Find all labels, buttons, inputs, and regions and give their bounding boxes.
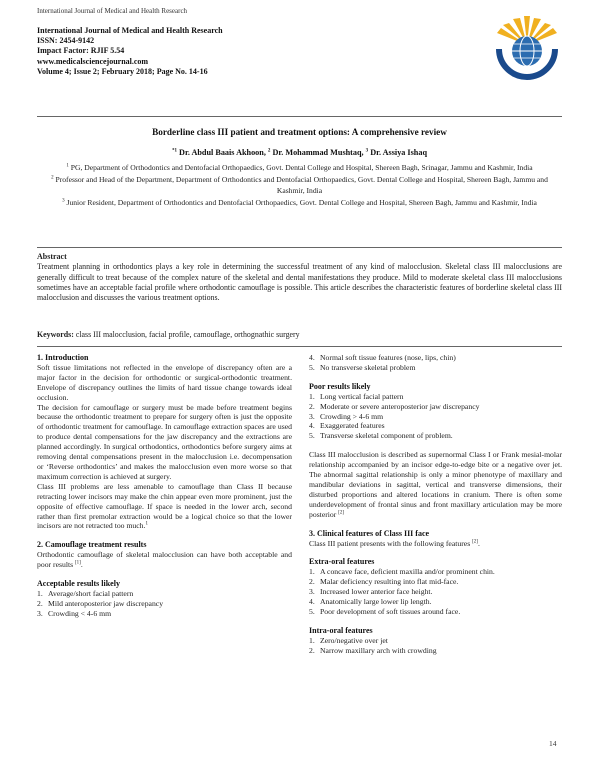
running-head: International Journal of Medical and Health Research <box>37 7 188 15</box>
paragraph: Orthodontic camouflage of skeletal malocclusion can have both acceptable and poor results [1]. <box>37 550 292 570</box>
intra-oral-list <box>309 636 562 656</box>
affiliation: $^2$ Professor and Head of the Department, Department of Orthodontics and Dentofacial Orthopaedics, Govt. Dental College and Hospital, Shereen Bagh, Jammu and Kashmir, India <box>51 175 548 195</box>
keywords-text: class III malocclusion, facial profile, camouflage, orthognathic surgery <box>75 330 300 339</box>
subsection-heading: Acceptable results likely <box>37 579 120 589</box>
abstract-heading: Abstract <box>37 252 67 261</box>
subsection-heading: Intra-oral features <box>309 625 373 635</box>
keywords-divider <box>37 346 562 347</box>
list-item: 2. Mild anteroposterior jaw discrepancy <box>37 598 164 608</box>
issn: ISSN: 2454-9142 <box>37 36 95 46</box>
keywords-label: Keywords: <box>37 330 74 339</box>
author-sup: 3 <box>365 148 369 154</box>
list-item: 4. Exaggerated features <box>309 421 385 431</box>
list-item: 5. Transverse skeletal component of problem. <box>309 431 453 441</box>
journal-name: International Journal of Medical and Health Research <box>37 26 223 35</box>
list-item: 3. Crowding > 4-6 mm <box>309 411 384 421</box>
header-divider <box>37 116 562 117</box>
list-item: 2. Malar deficiency resulting into flat mid-face. <box>309 577 459 587</box>
abstract-divider <box>37 247 562 248</box>
list-item: 3. Crowding < 4-6 mm <box>37 608 112 618</box>
paragraph: The decision for camouflage or surgery must be made before treatment begins because the orthodontic treatment to prepare for surgery often is just the opposite of orthodontic treatment for camouflage. In camouflage extraction spaces are used to produce dental compensations for the jaw discrepancy and the extractions are planned accordingly. In surgical orthodontics, orthodontics before surgery aims at removing dental compensations present in the malocclusion i.e. decompensation or ‘Reverse orthodontics’ and makes the malocclusion even more worse so that maximum correction is achieved at surgery. <box>37 402 292 481</box>
affiliations <box>37 163 562 210</box>
journal-masthead <box>37 26 223 77</box>
list-item: 5. Poor development of soft tissues around face. <box>309 606 461 616</box>
list-item: 4. Normal soft tissue features (nose, lips, chin) <box>309 353 456 362</box>
paragraph: Class III problems are less amenable to camouflage than Class II because retracting lower incisors may make the chin appear even more prominent, just the opposite of effective camouflage. If space is needed in the lower arch, second rather than first premolar extraction would be a logical choice so that the lower incisors are not retracted too much.$^1$ <box>37 481 292 531</box>
section-heading: 2. Camouflage treatment results <box>37 540 147 550</box>
section-heading: 3. Clinical features of Class III face <box>309 528 430 538</box>
list-item: 1. Zero/negative over jet <box>309 635 388 645</box>
author-name: Dr. Abdul Baais Akhoon, <box>179 148 266 157</box>
list-item: 1. Long vertical facial pattern <box>309 391 404 401</box>
paragraph: Class III malocclusion is described as supernormal Class I or Frank mesial-molar relationship accompanied by an incisor edge-to-edge bite or a negative over jet. The abnormal sagittal relationship is only a minor phenotype of maxillary and mandibular deviations in sagittal, vertical and transverse dimensions, their disturbed proportions and altered locations in cranium. There is often some underdevelopment of frontal sinus and front maxillary articulation may be more posterior [2] <box>309 450 562 519</box>
author-sup: 2 <box>267 148 271 154</box>
list-item: 4. Anatomically large lower lip length. <box>309 597 432 607</box>
acceptable-results-list-cont <box>309 353 562 373</box>
abstract <box>37 252 562 303</box>
paragraph: Soft tissue limitations not reflected in the envelope of discrepancy often are a major factor in the decision for orthodontic or surgical-orthodontic treatment. Envelope of discrepancy outlines the limits of hard tissue change towards ideal occlusion. <box>37 362 292 402</box>
list-item: 1. Average/short facial pattern <box>37 588 134 598</box>
journal-logo <box>493 15 561 83</box>
subsection-heading: Extra-oral features <box>309 557 375 567</box>
affiliation: $^3$ Junior Resident, Department of Orthodontics and Dentofacial Orthopaedics, Govt. Dental College and Hospital, Shereen Bagh, Jammu and Kashmir, India <box>62 197 537 207</box>
list-item: 3. Increased lower anterior face height. <box>309 587 433 597</box>
section-heading: 1. Introduction <box>37 353 89 362</box>
acceptable-results-list <box>37 589 292 619</box>
article-title: Borderline class III patient and treatment options: A comprehensive review <box>152 127 447 137</box>
author-list <box>37 148 562 157</box>
abstract-text: Treatment planning in orthodontics plays a key role in determining the successful treatment of any kind of malocclusion. Skeletal class III malocclusions are generally difficult to treat because of the complex nature of the skeletal and dental manifestations they produce. Mild to moderate skeletal class III malocclusions sometimes have an acceptable facial profile where orthodontic camouflage is possible. This article describes the characteristic features of borderline skeletal class III malocclusion and discusses the various treatment options. <box>37 262 562 303</box>
volume-issue: Volume 4; Issue 2; February 2018; Page No. 14-16 <box>37 66 208 76</box>
poor-results-list <box>309 392 562 442</box>
author-sup: *1 <box>171 148 177 154</box>
left-column <box>37 353 292 619</box>
keywords <box>37 330 562 339</box>
journal-url[interactable]: www.medicalsciencejournal.com <box>37 56 149 66</box>
page-number: 14 <box>549 739 557 748</box>
right-column <box>309 353 562 656</box>
affiliation: $^1$ PG, Department of Orthodontics and Dentofacial Orthopaedics, Govt. Dental College and Hospital, Shereen Bagh, Srinagar, Jammu and Kashmir, India <box>66 163 533 172</box>
list-item: 2. Moderate or severe anteroposterior jaw discrepancy <box>309 401 480 411</box>
list-item: 2. Narrow maxillary arch with crowding <box>309 645 437 655</box>
list-item: 1. A concave face, deficient maxilla and/or prominent chin. <box>309 567 495 577</box>
subsection-heading: Poor results likely <box>309 381 371 391</box>
impact-factor: Impact Factor: RJIF 5.54 <box>37 46 125 56</box>
author-name: Dr. Mohammad Mushtaq, <box>272 148 364 157</box>
extra-oral-list <box>309 567 562 617</box>
paragraph: Class III patient presents with the following features [2]. <box>309 538 480 548</box>
list-item: 5. No transverse skeletal problem <box>309 362 416 372</box>
author-name: Dr. Assiya Ishaq <box>370 148 428 157</box>
